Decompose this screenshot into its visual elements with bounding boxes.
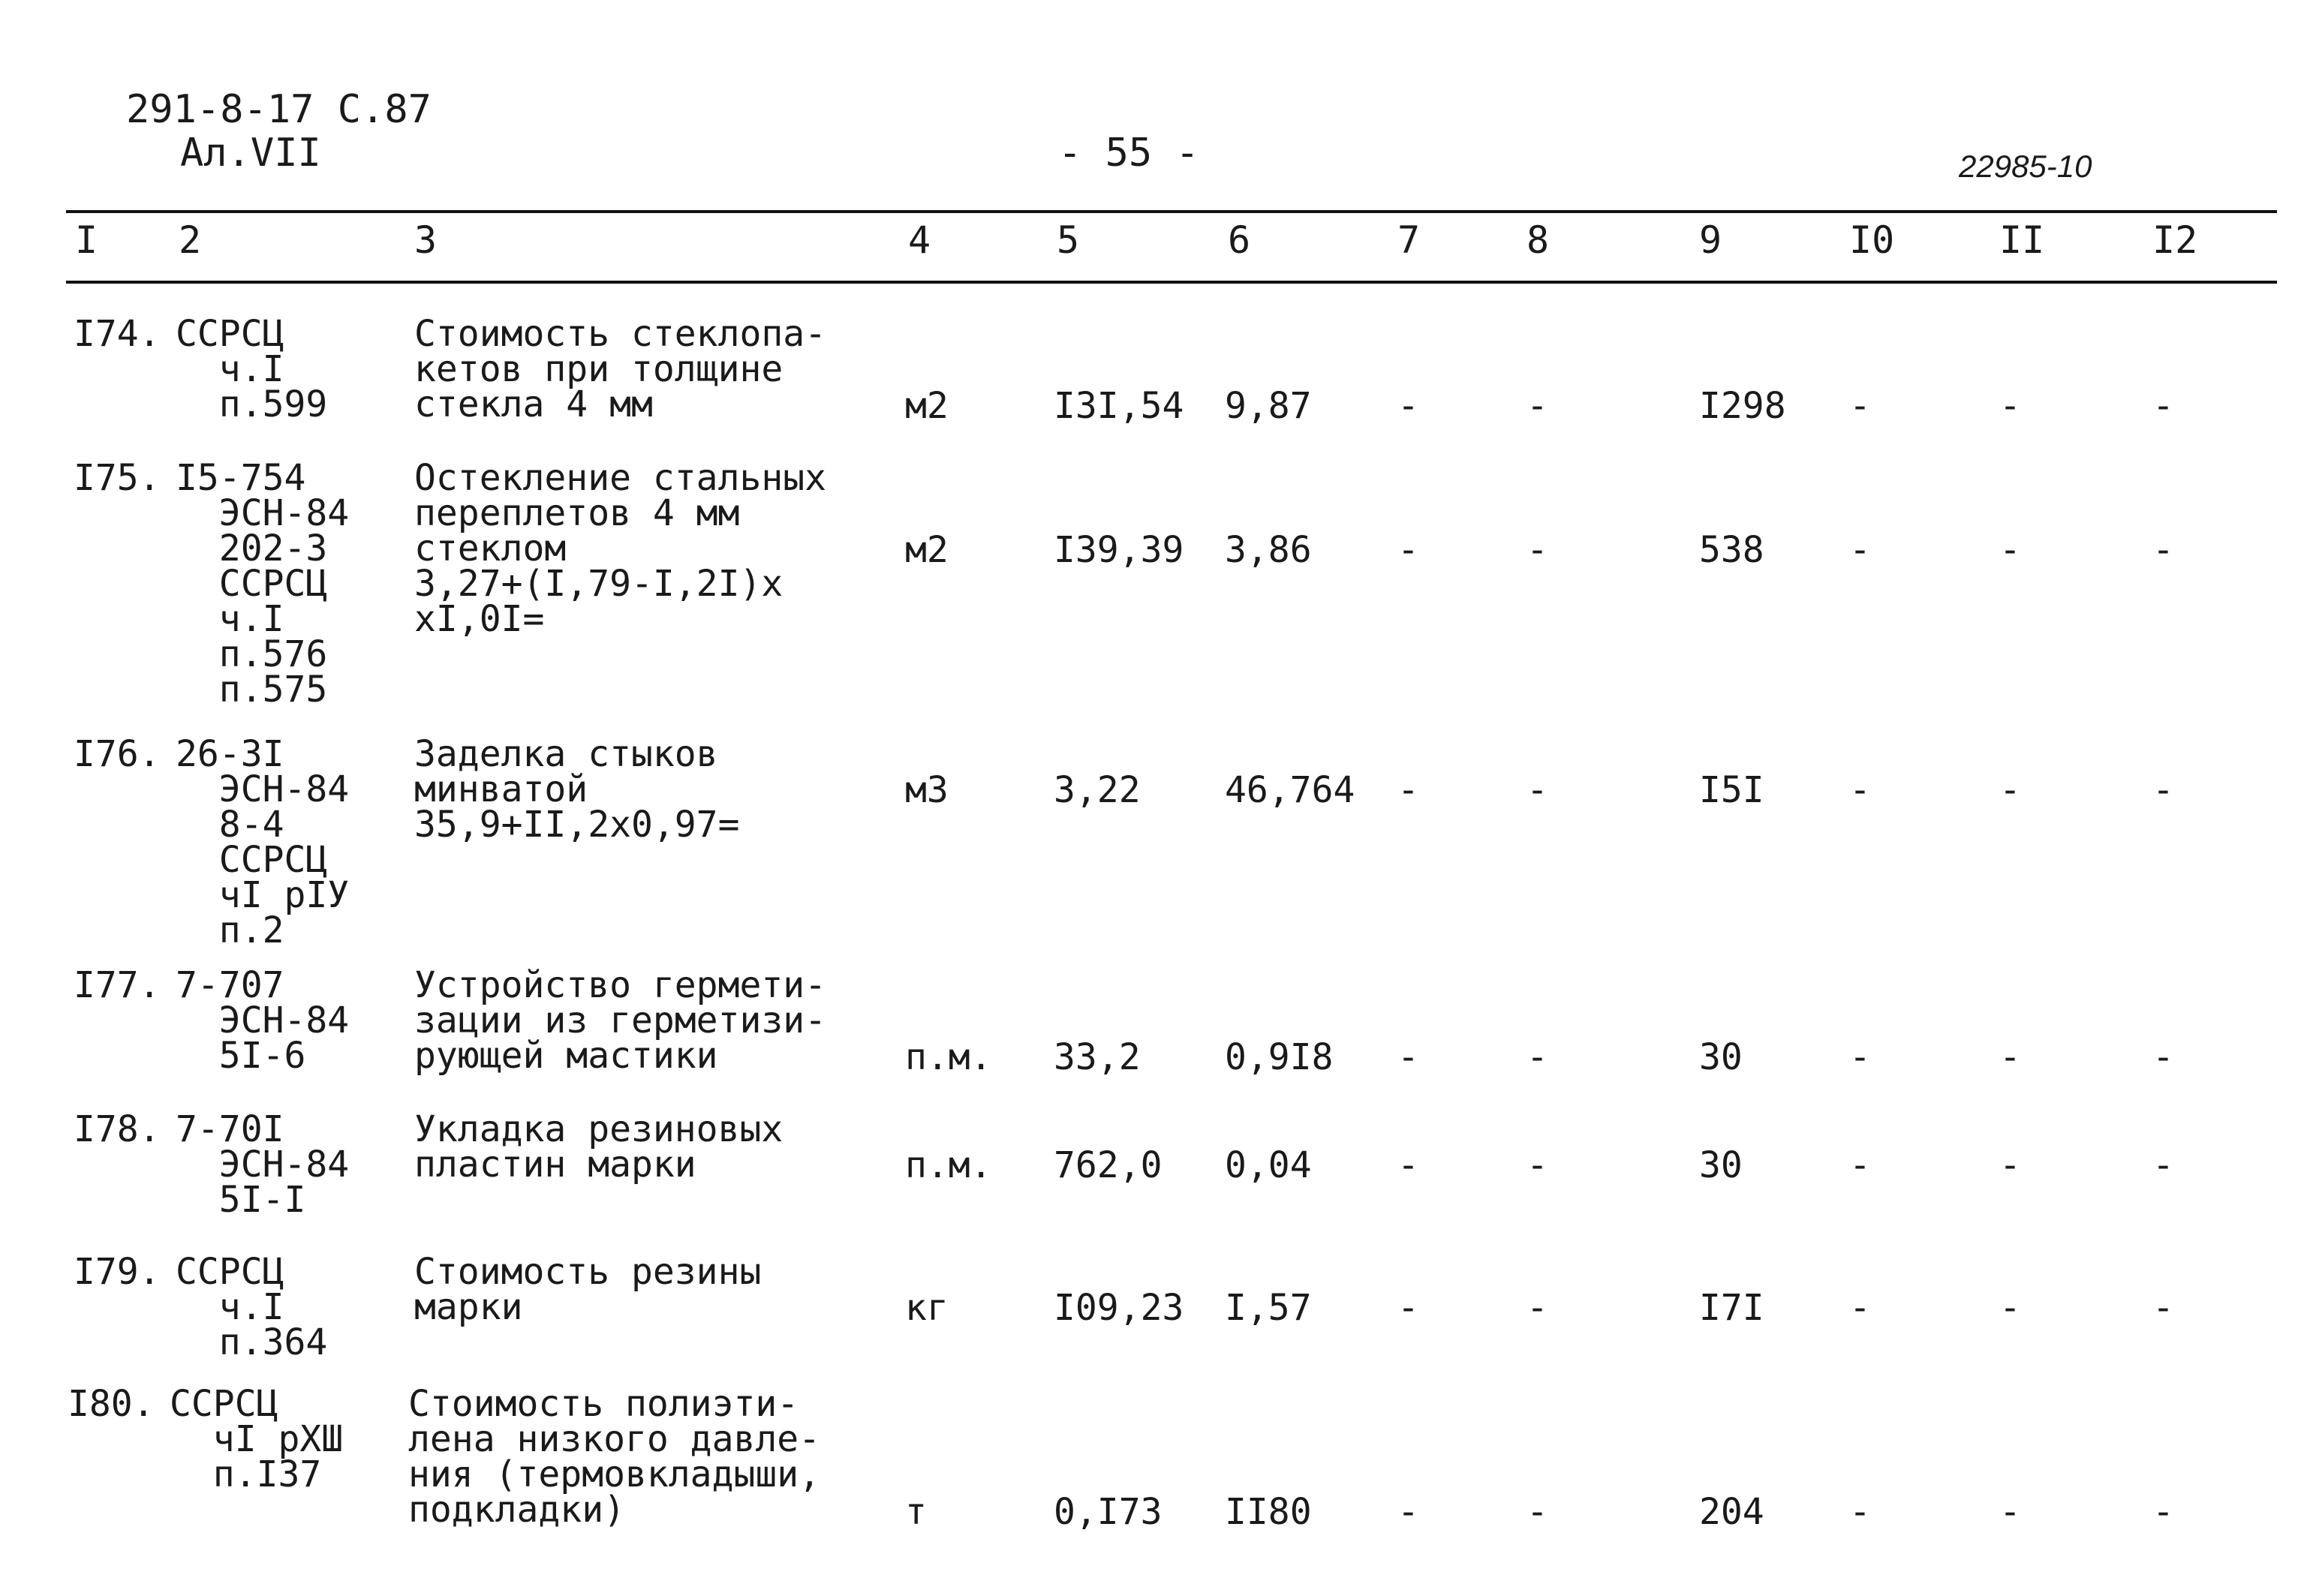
row-qty: 0,I73 [1054, 1491, 1163, 1533]
row-col7: - [1397, 1287, 1419, 1329]
row-col12: - [2152, 769, 2174, 811]
row-description: Стоимость полиэти- лена низкого давле- ния (термовкладыши, подкладки) [408, 1383, 821, 1531]
col-header-6: 6 [1228, 218, 1251, 262]
row-col11: - [1999, 1491, 2021, 1533]
row-col10: - [1849, 769, 1871, 811]
row-col10: - [1849, 1036, 1871, 1078]
row-code: ССРСЦ ч.I п.599 [176, 313, 328, 425]
row-col12: - [2152, 529, 2174, 571]
row-price: 46,764 [1225, 769, 1355, 811]
row-col12: - [2152, 1144, 2174, 1186]
row-col9: 538 [1699, 529, 1764, 571]
row-unit: п.м. [905, 1144, 992, 1186]
page-number: - 55 - [1058, 131, 1199, 176]
row-col10: - [1849, 385, 1871, 427]
col-header-3: 3 [414, 218, 438, 262]
row-price: 0,04 [1225, 1144, 1312, 1186]
row-col11: - [1999, 1036, 2021, 1078]
row-description: Стоимость резины марки [414, 1251, 762, 1328]
row-col10: - [1849, 529, 1871, 571]
col-header-4: 4 [908, 218, 931, 262]
row-col8: - [1526, 1491, 1548, 1533]
row-number: I79. [74, 1251, 161, 1293]
row-col9: I5I [1699, 769, 1764, 811]
row-col8: - [1526, 769, 1548, 811]
col-header-11: II [1999, 218, 2045, 262]
col-header-9: 9 [1699, 218, 1722, 262]
registry-number: 22985-10 [1959, 149, 2092, 184]
row-col8: - [1526, 385, 1548, 427]
row-col8: - [1526, 1287, 1548, 1329]
row-qty: I09,23 [1054, 1287, 1184, 1329]
row-code: 7-70I ЭСН-84 5I-I [176, 1108, 350, 1221]
row-col8: - [1526, 1036, 1548, 1078]
row-col9: 30 [1699, 1144, 1743, 1186]
row-number: I75. [74, 457, 161, 499]
row-description: Остекление стальных переплетов 4 мм стеклом 3,27+(I,79-I,2I)x xI,0I= [414, 457, 827, 640]
row-description: Стоимость стеклопа- кетов при толщине стекла 4 мм [414, 313, 827, 425]
album-label: Ал.VII [180, 131, 321, 176]
row-col10: - [1849, 1144, 1871, 1186]
row-col11: - [1999, 1144, 2021, 1186]
row-price: II80 [1225, 1491, 1312, 1533]
row-col12: - [2152, 1491, 2174, 1533]
col-header-12: I2 [2152, 218, 2198, 262]
row-number: I74. [74, 313, 161, 355]
row-qty: I3I,54 [1054, 385, 1184, 427]
header-bottom-rule [66, 281, 2277, 284]
row-col12: - [2152, 385, 2174, 427]
row-col7: - [1397, 1036, 1419, 1078]
row-col7: - [1397, 529, 1419, 571]
row-col11: - [1999, 529, 2021, 571]
row-description: Устройство гермети- зации из герметизи- рующей мастики [414, 964, 827, 1077]
col-header-8: 8 [1526, 218, 1550, 262]
col-header-2: 2 [179, 218, 202, 262]
row-unit: кг [905, 1287, 949, 1329]
row-code: ССРСЦ чI рXШ п.I37 [170, 1383, 344, 1495]
row-col12: - [2152, 1287, 2174, 1329]
row-col10: - [1849, 1287, 1871, 1329]
row-col7: - [1397, 1491, 1419, 1533]
row-description: Заделка стыков минватой 35,9+II,2x0,97= [414, 733, 740, 846]
row-price: 9,87 [1225, 385, 1312, 427]
row-col10: - [1849, 1491, 1871, 1533]
row-unit: м2 [905, 529, 949, 571]
row-unit: м3 [905, 769, 949, 811]
col-header-1: I [75, 218, 98, 262]
row-number: I76. [74, 733, 161, 775]
top-rule [66, 210, 2277, 213]
document-code: 291-8-17 С.87 [126, 87, 432, 132]
row-price: 0,9I8 [1225, 1036, 1334, 1078]
row-col9: I7I [1699, 1287, 1764, 1329]
row-code: 26-3I ЭСН-84 8-4 ССРСЦ чI рIУ п.2 [176, 733, 350, 951]
col-header-5: 5 [1057, 218, 1080, 262]
row-col8: - [1526, 529, 1548, 571]
row-unit: м2 [905, 385, 949, 427]
col-header-7: 7 [1397, 218, 1421, 262]
row-code: 7-707 ЭСН-84 5I-6 [176, 964, 350, 1077]
row-description: Укладка резиновых пластин марки [414, 1108, 784, 1186]
row-number: I77. [74, 964, 161, 1006]
row-col11: - [1999, 769, 2021, 811]
row-number: I78. [74, 1108, 161, 1150]
row-col11: - [1999, 1287, 2021, 1329]
row-price: I,57 [1225, 1287, 1312, 1329]
row-code: ССРСЦ ч.I п.364 [176, 1251, 328, 1363]
col-header-10: I0 [1849, 218, 1895, 262]
row-col7: - [1397, 769, 1419, 811]
row-qty: 3,22 [1054, 769, 1141, 811]
row-col9: 204 [1699, 1491, 1764, 1533]
row-unit: п.м. [905, 1036, 992, 1078]
row-unit: т [905, 1491, 927, 1533]
row-col7: - [1397, 385, 1419, 427]
row-code: I5-754 ЭСН-84 202-3 ССРСЦ ч.I п.576 п.575 [176, 457, 350, 711]
row-qty: 762,0 [1054, 1144, 1163, 1186]
row-price: 3,86 [1225, 529, 1312, 571]
row-col9: I298 [1699, 385, 1786, 427]
row-col9: 30 [1699, 1036, 1743, 1078]
row-qty: 33,2 [1054, 1036, 1141, 1078]
row-col8: - [1526, 1144, 1548, 1186]
row-number: I80. [68, 1383, 155, 1425]
row-col11: - [1999, 385, 2021, 427]
row-col12: - [2152, 1036, 2174, 1078]
row-qty: I39,39 [1054, 529, 1184, 571]
row-col7: - [1397, 1144, 1419, 1186]
